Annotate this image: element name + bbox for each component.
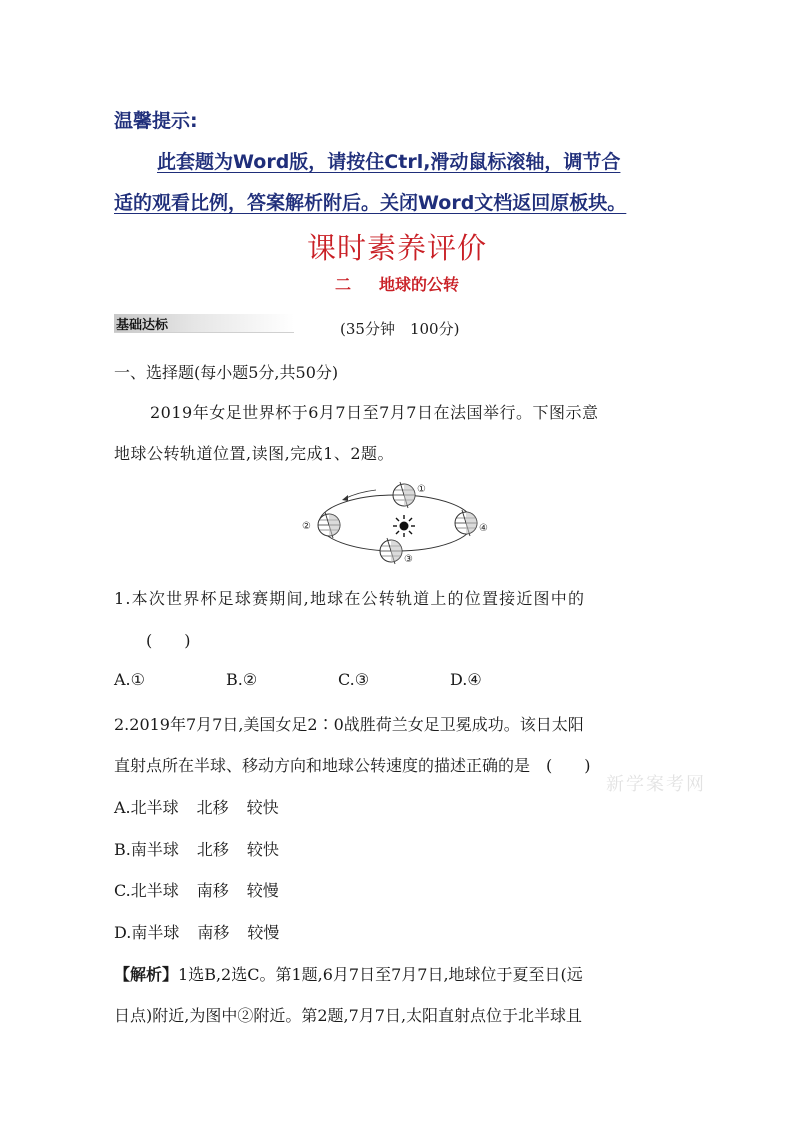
lesson-number: 二 (334, 275, 351, 294)
option-hemisphere: 北半球 (130, 881, 179, 900)
answer-line-2: 日点)附近,为图中②附近。第2题,7月7日,太阳直射点位于北半球且 (114, 1006, 583, 1025)
question-1-blank: ( ) (146, 631, 191, 650)
earth-position-1 (393, 482, 415, 508)
earth-position-3 (380, 538, 402, 564)
intro-line-2: 地球公转轨道位置,读图,完成1、2题。 (114, 444, 395, 463)
q2-option-d (114, 920, 279, 943)
q1-option-b: B.② (226, 670, 258, 689)
option-letter: B. (114, 840, 131, 859)
q2-option-b (114, 837, 279, 860)
option-hemisphere: 北半球 (130, 798, 179, 817)
part-heading: 一、选择题(每小题5分,共50分) (114, 363, 339, 382)
sun-icon (393, 515, 415, 537)
label-2: ② (302, 521, 311, 532)
option-direction: 南移 (197, 923, 230, 942)
section-tag-label: 基础达标 (116, 318, 169, 333)
tip-title: 温馨提示: (114, 110, 198, 132)
answer-line-1 (114, 962, 583, 985)
option-direction: 北移 (196, 840, 229, 859)
earth-orbit-diagram (296, 474, 496, 580)
answer-text-1: 1选B,2选C。第1题,6月7日至7月7日,地球位于夏至日(远 (178, 965, 583, 984)
option-letter: C. (114, 881, 131, 900)
option-letter: A. (114, 798, 131, 817)
section-tag (114, 314, 294, 333)
lesson-subtitle (0, 272, 794, 295)
orbit-direction-arrow (344, 490, 376, 499)
label-1: ① (417, 484, 426, 495)
watermark: 新学案考网 (606, 774, 706, 795)
q2-option-c (114, 878, 279, 901)
question-1: 1.本次世界杯足球赛期间,地球在公转轨道上的位置接近图中的 (114, 589, 586, 608)
earth-position-4 (455, 510, 477, 536)
option-speed: 较慢 (247, 923, 280, 942)
question-2-line-2: 直射点所在半球、移动方向和地球公转速度的描述正确的是 ( ) (114, 756, 591, 775)
tip-line-1: 此套题为Word版，请按住Ctrl,滑动鼠标滚轴，调节合 (157, 151, 621, 173)
option-letter: D. (114, 923, 132, 942)
question-2-line-1: 2.2019年7月7日,美国女足2∶0战胜荷兰女足卫冕成功。该日太阳 (114, 715, 584, 734)
q2-option-a (114, 795, 279, 818)
option-direction: 北移 (196, 798, 229, 817)
option-direction: 南移 (196, 881, 229, 900)
q1-option-a: A.① (114, 670, 145, 689)
answer-tag: 【解析】 (114, 965, 179, 984)
q1-option-d: D.④ (450, 670, 482, 689)
arrow-head (342, 495, 348, 501)
lesson-name: 地球的公转 (379, 275, 460, 294)
option-speed: 较快 (246, 798, 279, 817)
tip-line-2: 适的观看比例，答案解析附后。关闭Word文档返回原板块。 (114, 192, 627, 214)
option-speed: 较快 (246, 840, 279, 859)
option-hemisphere: 南半球 (131, 923, 180, 942)
option-hemisphere: 南半球 (130, 840, 179, 859)
label-4: ④ (479, 523, 488, 534)
option-speed: 较慢 (246, 881, 279, 900)
q1-option-c: C.③ (338, 670, 370, 689)
page-title: 课时素养评价 (306, 231, 487, 265)
intro-line-1: 2019年女足世界杯于6月7日至7月7日在法国举行。下图示意 (150, 403, 599, 422)
label-3: ③ (404, 554, 413, 565)
time-score-info: (35分钟 100分) (340, 320, 460, 338)
